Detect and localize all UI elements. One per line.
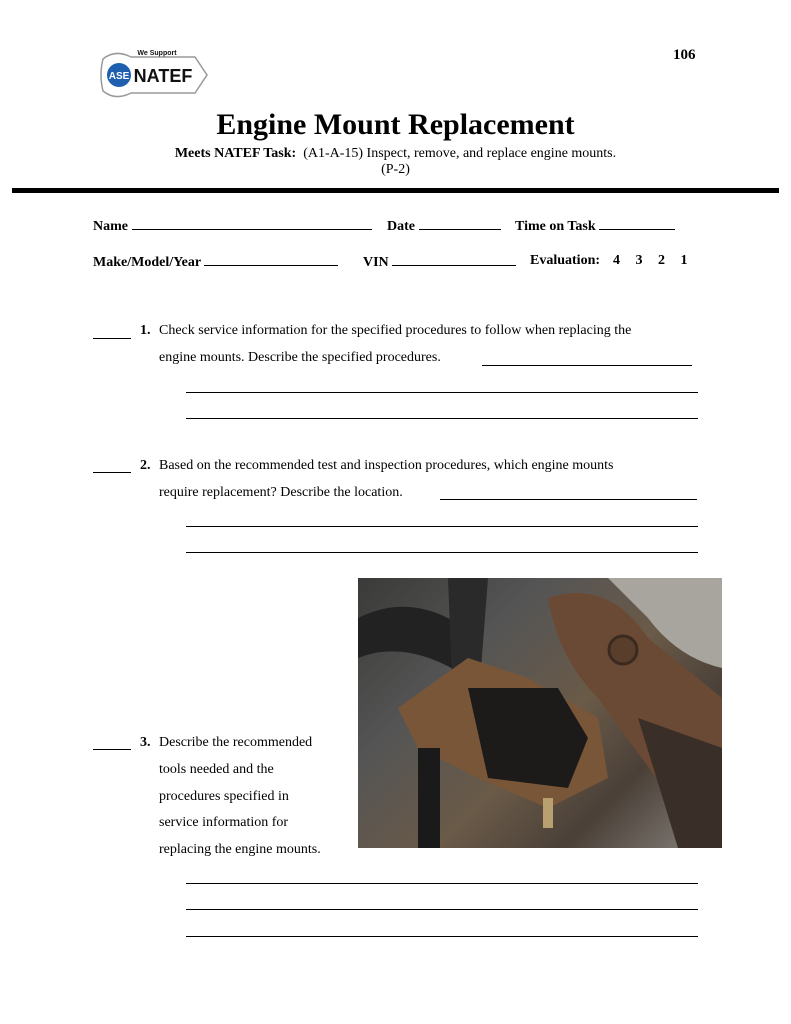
step-3-check-blank[interactable] <box>93 749 131 750</box>
date-field[interactable] <box>387 217 501 235</box>
page-number: 106 <box>673 47 696 63</box>
step-3-text: replacing the engine mounts. <box>159 842 321 857</box>
mmy-label: Make/Model/Year <box>93 255 201 270</box>
svg-text:ASE: ASE <box>108 71 130 82</box>
answer-line[interactable] <box>440 499 697 500</box>
make-model-year-field[interactable] <box>93 253 338 271</box>
step-3-text: tools needed and the <box>159 762 274 777</box>
page-title: Engine Mount Replacement <box>216 108 575 141</box>
answer-line[interactable] <box>186 883 698 884</box>
step-1-text: engine mounts. Describe the specified procedures. <box>159 350 441 365</box>
step-1-text: Check service information for the specified procedures to follow when replacing the <box>159 323 632 338</box>
vin-label: VIN <box>363 255 389 270</box>
answer-line[interactable] <box>186 526 698 527</box>
step-3-number: 3. <box>140 735 151 750</box>
task-priority: (P-2) <box>381 162 410 177</box>
step-1-check-blank[interactable] <box>93 338 131 339</box>
date-label: Date <box>387 219 415 234</box>
score-3[interactable]: 3 <box>635 253 643 268</box>
step-3-text: service information for <box>159 815 289 830</box>
step-3-text: procedures specified in <box>159 789 289 804</box>
step-2-check-blank[interactable] <box>93 472 131 473</box>
step-3-text: Describe the recommended <box>159 735 313 750</box>
answer-line[interactable] <box>186 392 698 393</box>
name-label: Name <box>93 219 128 234</box>
score-2[interactable]: 2 <box>658 253 666 268</box>
answer-line[interactable] <box>186 936 698 937</box>
step-2-text: require replacement? Describe the location. <box>159 485 403 500</box>
svg-text:We Support: We Support <box>137 50 177 57</box>
name-field[interactable] <box>93 217 372 235</box>
engine-mount-photo <box>358 578 722 848</box>
answer-line[interactable] <box>186 552 698 553</box>
evaluation-label: Evaluation: <box>530 253 601 268</box>
step-2-text: Based on the recommended test and inspection procedures, which engine mounts <box>159 458 614 473</box>
answer-line[interactable] <box>482 365 692 366</box>
answer-line[interactable] <box>186 909 698 910</box>
evaluation <box>530 253 688 269</box>
time-on-task-field[interactable] <box>515 217 675 235</box>
time-label: Time on Task <box>515 219 596 234</box>
vin-field[interactable] <box>363 253 516 271</box>
task-description <box>0 146 791 162</box>
step-1-number: 1. <box>140 323 151 338</box>
score-1[interactable]: 1 <box>680 253 688 268</box>
divider <box>12 188 779 193</box>
svg-text:NATEF: NATEF <box>133 66 193 86</box>
natef-logo <box>95 45 213 105</box>
task-text: (A1-A-15) Inspect, remove, and replace engine mounts. <box>303 146 617 161</box>
step-2-number: 2. <box>140 458 151 473</box>
task-label: Meets NATEF Task: <box>174 146 297 161</box>
answer-line[interactable] <box>186 418 698 419</box>
score-4[interactable]: 4 <box>613 253 621 268</box>
